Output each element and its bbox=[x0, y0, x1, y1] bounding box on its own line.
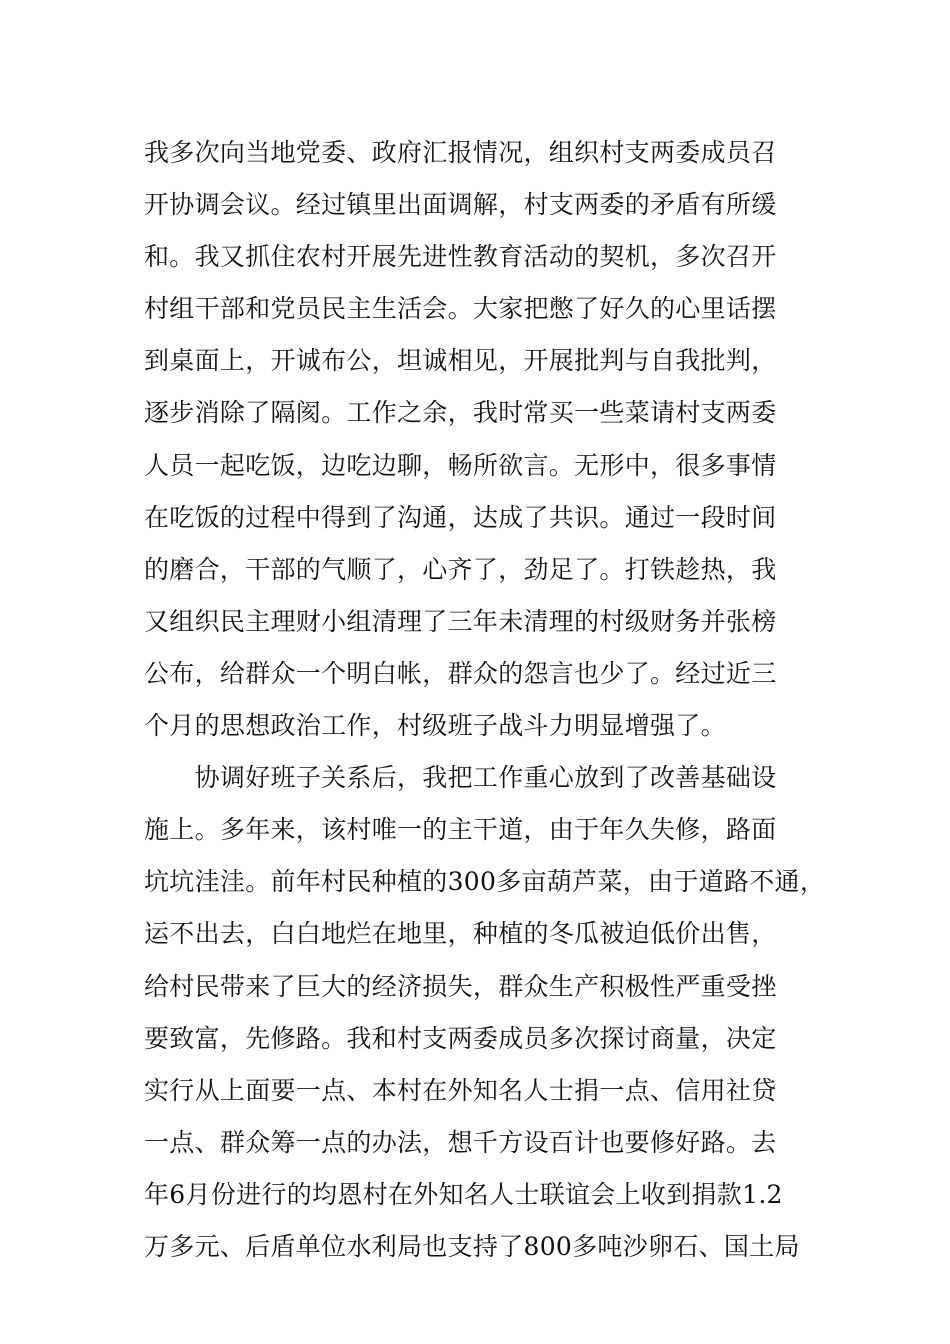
text-line-15: 坑坑洼洼。前年村民种植的300多亩葫芦菜，由于道路不通， bbox=[144, 867, 826, 897]
text-line-5: 到桌面上，开诚布公，坦诚相见，开展批判与自我批判， bbox=[144, 346, 777, 376]
text-line-20: 一点、群众筹一点的办法，想千方设百计也要修好路。去 bbox=[144, 1127, 777, 1157]
text-line-19: 实行从上面要一点、本村在外知名人士捐一点、信用社贷 bbox=[144, 1075, 777, 1105]
text-line-4: 村组干部和党员民主生活会。大家把憋了好久的心里话摆 bbox=[144, 294, 777, 324]
text-line-16: 运不出去，白白地烂在地里，种植的冬瓜被迫低价出售， bbox=[144, 919, 777, 949]
text-line-1: 我多次向当地党委、政府汇报情况，组织村支两委成员召 bbox=[144, 138, 777, 167]
text-line-18: 要致富，先修路。我和村支两委成员多次探讨商量，决定 bbox=[144, 1023, 777, 1053]
text-line-22: 万多元、后盾单位水利局也支持了800多吨沙卵石、国土局 bbox=[144, 1231, 800, 1261]
text-line-11: 公布，给群众一个明白帐，群众的怨言也少了。经过近三 bbox=[144, 658, 777, 688]
text-line-21: 年6月份进行的均恩村在外知名人士联谊会上收到捐款1.2 bbox=[144, 1179, 783, 1209]
text-line-10: 又组织民主理财小组清理了三年未清理的村级财务并张榜 bbox=[144, 606, 777, 636]
text-line-14: 施上。多年来，该村唯一的主干道，由于年久失修，路面 bbox=[144, 815, 777, 845]
body-text bbox=[144, 127, 824, 1273]
text-line-9: 的磨合，干部的气顺了，心齐了，劲足了。打铁趁热，我 bbox=[144, 554, 777, 584]
text-line-12: 个月的思想政治工作，村级班子战斗力明显增强了。 bbox=[144, 711, 726, 741]
text-line-6: 逐步消除了隔阂。工作之余，我时常买一些菜请村支两委 bbox=[144, 398, 777, 428]
text-line-7: 人员一起吃饭，边吃边聊，畅所欲言。无形中，很多事情 bbox=[144, 450, 777, 480]
text-line-13: 协调好班子关系后，我把工作重心放到了改善基础设 bbox=[144, 763, 777, 793]
text-line-17: 给村民带来了巨大的经济损失，群众生产积极性严重受挫 bbox=[144, 971, 777, 1001]
text-line-3: 和。我又抓住农村开展先进性教育活动的契机，多次召开 bbox=[144, 242, 777, 272]
text-line-2: 开协调会议。经过镇里出面调解，村支两委的矛盾有所缓 bbox=[144, 190, 777, 220]
text-line-8: 在吃饭的过程中得到了沟通，达成了共识。通过一段时间 bbox=[144, 502, 777, 532]
